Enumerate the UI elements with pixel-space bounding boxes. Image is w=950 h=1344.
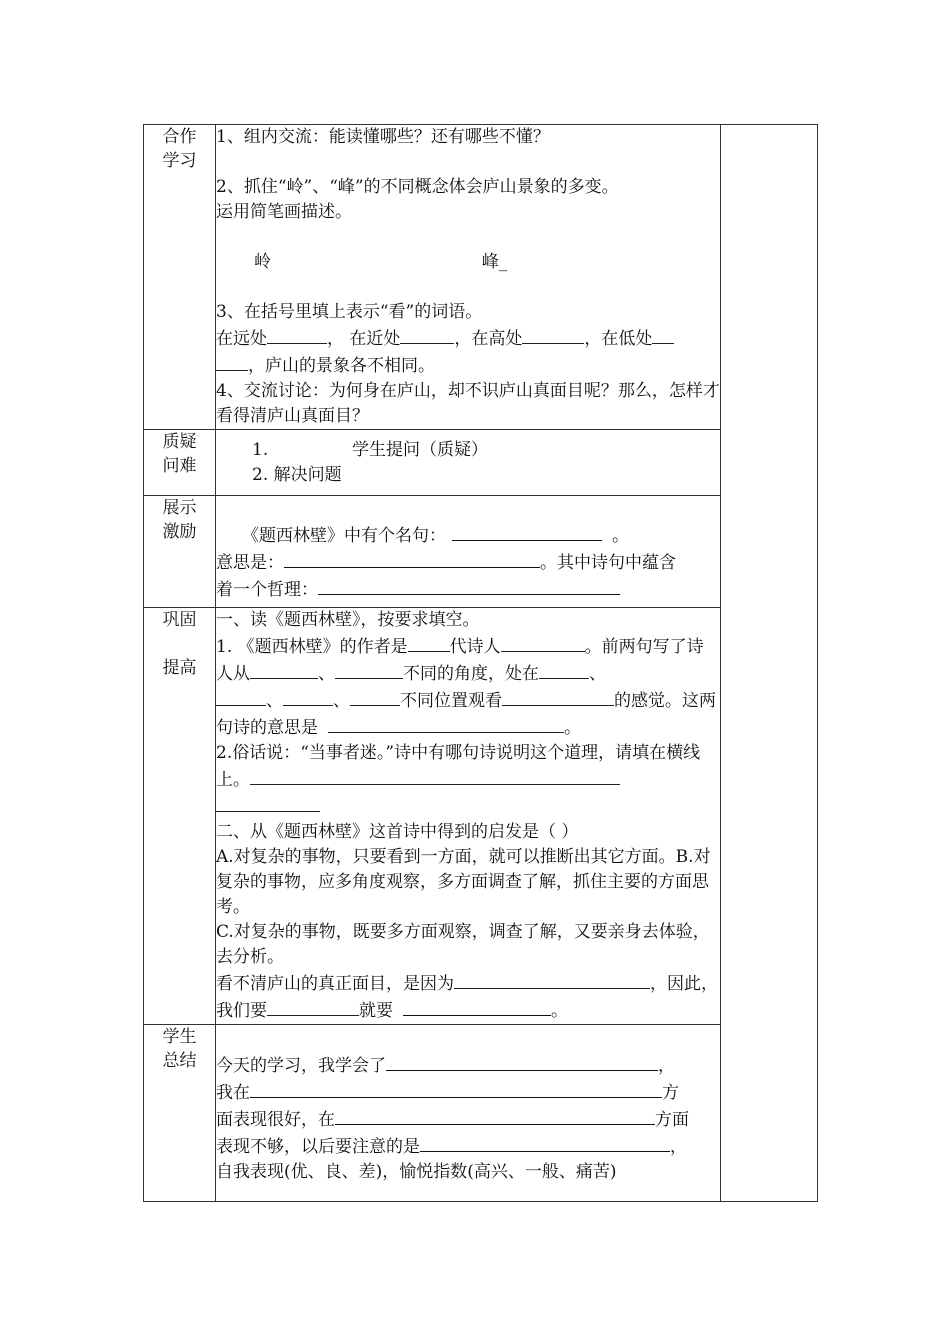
summary-line-4 (216, 1133, 720, 1160)
blank-proverb-line-a[interactable] (250, 766, 620, 785)
blank-must[interactable] (403, 997, 551, 1016)
fill-text: ，在低处 (584, 329, 653, 349)
notes-column (721, 125, 818, 1202)
question-3-fill (216, 325, 720, 379)
label-line-2: 激励 (162, 522, 197, 542)
blank-meaning[interactable] (284, 549, 540, 568)
label-line-1: 展示 (162, 498, 197, 518)
option-c: C.对复杂的事物，既要多方面观察，调查了解，又要亲身去体验，去分析。 (216, 922, 710, 967)
show-line-1 (216, 522, 720, 549)
cooperative-content (216, 125, 721, 430)
row-cooperative-learning (144, 125, 818, 430)
fill-text: 。其中诗句中蕴含 (540, 553, 676, 573)
section-1-title: 一、读《题西林壁》，按要求填空。 (216, 610, 480, 630)
blank-angle-2[interactable] (335, 660, 403, 679)
fill-text: 着一个哲理： (216, 580, 318, 600)
fill-text: 不同位置观看 (400, 691, 502, 711)
fill-text: 、 (333, 691, 350, 711)
blank-position-4[interactable] (350, 687, 400, 706)
blank-angle-1[interactable] (250, 660, 318, 679)
summary-line-1 (216, 1052, 720, 1079)
fill-text: 在远处 (216, 329, 267, 349)
row-summary (144, 1025, 818, 1202)
summary-line-5: 自我表现(优、良、差)，愉悦指数(高兴、一般、痛苦) (216, 1162, 617, 1182)
item-text: 学生提问（质疑） (352, 440, 488, 460)
fill-text: 1. 《题西林壁》的作者是 (216, 637, 408, 657)
question-3-title: 3、在括号里填上表示“看”的词语。 (216, 302, 483, 322)
fill-text: ，在高处 (454, 329, 523, 349)
questioning-item-2: 2. 解决问题 (252, 465, 342, 485)
blank-proverb-line-b[interactable] (216, 793, 320, 812)
fill-text: ，庐山的景象各不相同。 (248, 356, 435, 376)
fill-text: 方面 (655, 1110, 689, 1130)
blank-near[interactable] (400, 325, 454, 344)
label-line-1: 学生 (162, 1027, 197, 1047)
fill-text: ，因此，我们要 (216, 974, 718, 1021)
label-line-1: 质疑 (162, 432, 197, 452)
question-2-line-1: 2、抓住“岭”、“峰”的不同概念体会庐山景象的多变。 (216, 177, 619, 197)
fill-text: ， 在近处 (327, 329, 401, 349)
blank-position-3[interactable] (283, 687, 333, 706)
blank-famous-line[interactable] (452, 522, 602, 541)
option-a-b: A.对复杂的事物，只要看到一方面，就可以推断出其它方面。B.对复杂的事物，应多角度观察，多方面调查了解，抓住主要的方面思考。 (216, 847, 711, 917)
question-4: 4、交流讨论：为何身在庐山，却不识庐山真面目呢？那么，怎样才看得清庐山真面目？ (216, 381, 720, 426)
blank-dynasty[interactable] (408, 633, 450, 652)
fill-text: 的感觉。这两句诗的意思是 (216, 691, 716, 738)
blank-far[interactable] (267, 325, 327, 344)
show-line-2 (216, 549, 720, 576)
label-line-2: 提高 (162, 658, 197, 678)
summary-line-3 (216, 1106, 720, 1133)
label-line-1: 合作 (162, 127, 197, 147)
ling-label: 岭 (254, 252, 271, 272)
fill-text: 《题西林壁》中有个名句： (242, 526, 446, 546)
fill-text: 。前两句写了诗人从 (216, 637, 704, 684)
row-questioning (144, 430, 818, 496)
fill-text: 表现不够，以后要注意的是 (216, 1137, 420, 1157)
blank-high[interactable] (522, 325, 584, 344)
section-2-title: 二、从《题西林壁》这首诗中得到的启发是（ ） (216, 822, 579, 842)
blank-learned[interactable] (386, 1052, 658, 1071)
summary-content (216, 1025, 721, 1202)
blank-position-1[interactable] (539, 660, 589, 679)
row-label-show (144, 496, 216, 608)
fill-text: ， (658, 1056, 675, 1076)
blank-feeling[interactable] (502, 687, 614, 706)
blank-low-a[interactable] (652, 325, 674, 344)
row-label-consolidate (144, 608, 216, 1025)
fill-text: 、 (266, 691, 283, 711)
question-2-line-2: 运用简笔画描述。 (216, 202, 352, 222)
show-line-3 (216, 576, 720, 603)
blank-philosophy[interactable] (318, 576, 620, 595)
questioning-item-1 (216, 438, 720, 463)
blank-weak-at[interactable] (335, 1106, 655, 1125)
blank-good-at[interactable] (250, 1079, 662, 1098)
fill-text: 方 (662, 1083, 679, 1103)
fill-text: 就要 (359, 1001, 393, 1021)
lesson-table (143, 124, 818, 1202)
section-1-question-1 (216, 633, 720, 741)
fill-text: 。 (612, 526, 629, 546)
fill-text: 。 (564, 718, 581, 738)
feng-label: 峰_ (481, 252, 508, 272)
fill-text: 代诗人 (449, 637, 501, 657)
blank-should[interactable] (267, 997, 359, 1016)
row-show (144, 496, 818, 608)
row-consolidate (144, 608, 818, 1025)
row-label-summary (144, 1025, 216, 1202)
consolidate-content (216, 608, 721, 1025)
fill-text: 。 (551, 1001, 568, 1021)
question-1: 1、组内交流：能读懂哪些？还有哪些不懂？ (216, 127, 550, 147)
fill-text: ， (670, 1137, 687, 1157)
fill-text: 看不清庐山的真正面目，是因为 (216, 974, 454, 994)
fill-text: 面表现很好，在 (216, 1110, 335, 1130)
blank-low-b[interactable] (216, 352, 248, 371)
section-2-fill (216, 970, 720, 1024)
label-line-2: 总结 (162, 1051, 197, 1071)
blank-attention[interactable] (420, 1133, 670, 1152)
fill-text: 、 (589, 664, 606, 684)
label-line-1: 巩固 (162, 610, 197, 630)
fill-text: 今天的学习，我学会了 (216, 1056, 386, 1076)
label-line-2: 问难 (162, 456, 197, 476)
row-label-cooperative (144, 125, 216, 430)
fill-text: 意思是： (216, 553, 284, 573)
blank-reason[interactable] (454, 970, 650, 989)
blank-poet[interactable] (501, 633, 585, 652)
fill-text: 、 (318, 664, 335, 684)
blank-position-2[interactable] (216, 687, 266, 706)
drawing-labels (216, 250, 720, 275)
fill-text: 2.俗话说：“当事者迷。”诗中有哪句诗说明这个道理，请填在横线上。 (216, 743, 701, 790)
section-1-question-2 (216, 741, 720, 820)
blank-meaning-lines[interactable] (328, 714, 564, 733)
questioning-content (216, 430, 721, 496)
label-line-2: 学习 (162, 151, 197, 171)
summary-line-2 (216, 1079, 720, 1106)
row-label-questioning (144, 430, 216, 496)
fill-text: 不同的角度，处在 (403, 664, 539, 684)
item-number: 1. (252, 440, 269, 460)
fill-text: 我在 (216, 1083, 250, 1103)
show-content (216, 496, 721, 608)
